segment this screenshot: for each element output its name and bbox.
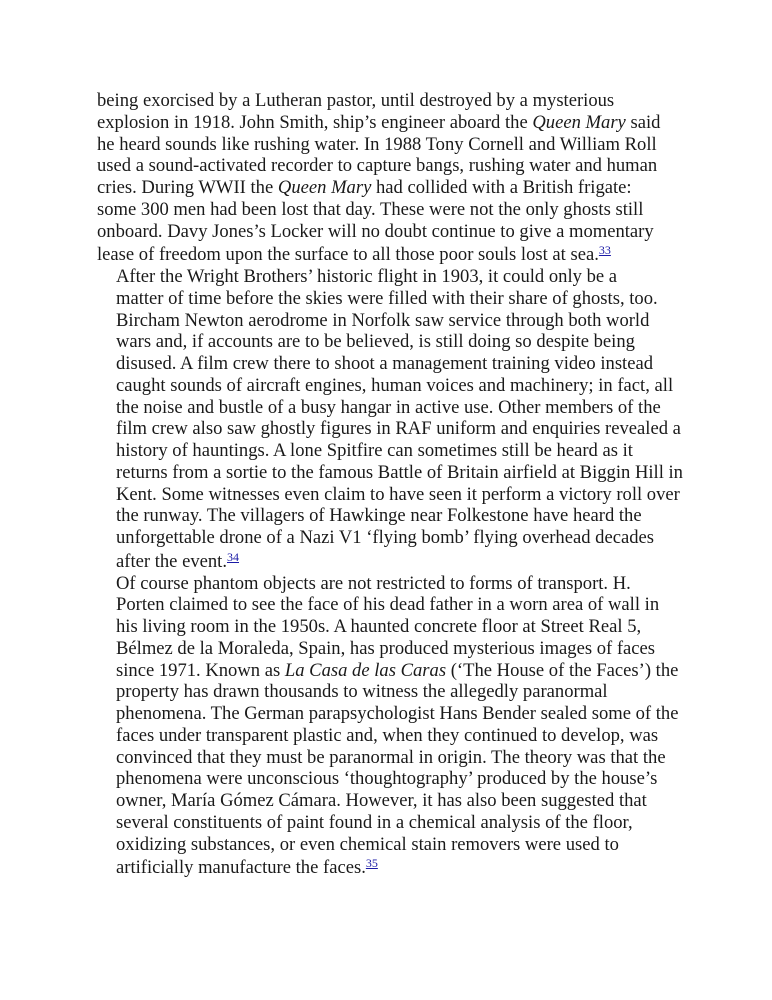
- text-line: [97, 134, 687, 156]
- text-segment: convinced that they must be paranormal in origin. The theory was that the: [116, 746, 666, 768]
- text-line: [97, 310, 687, 332]
- text-line: [97, 177, 687, 199]
- text-segment: his living room in the 1950s. A haunted concrete floor at Street Real 5,: [116, 616, 642, 637]
- text-line: [97, 353, 687, 375]
- text-line: [97, 812, 687, 834]
- text-segment: Bircham Newton aerodrome in Norfolk saw service through both world: [116, 309, 650, 331]
- text-segment: the noise and bustle of a busy hangar in active use. Other members of the: [116, 396, 661, 418]
- text-segment: Bélmez de la Moraleda, Spain, has produced mysterious images of faces: [116, 637, 656, 659]
- text-segment: disused. A film crew there to shoot a management training video instead: [116, 353, 654, 374]
- text-line: [97, 375, 687, 397]
- text-line: [97, 397, 687, 419]
- text-line: [97, 244, 687, 266]
- text-segment: film crew also saw ghostly figures in RAF uniform and enquiries revealed a: [116, 418, 681, 440]
- text-segment: property has drawn thousands to witness the allegedly paranormal: [116, 681, 608, 703]
- text-segment: oxidizing substances, or even chemical stain removers were used to: [116, 833, 619, 855]
- paragraph: [97, 90, 687, 266]
- footnote-link[interactable]: 34: [226, 549, 239, 564]
- text-segment: caught sounds of aircraft engines, human voices and machinery; in fact, all: [116, 374, 674, 396]
- text-line: [97, 725, 687, 747]
- text-segment: lease of freedom upon the surface to all those poor souls lost at sea.: [97, 244, 599, 266]
- text-segment: Of course phantom objects are not restricted to forms of transport. H.: [116, 572, 631, 594]
- text-line: [97, 331, 687, 353]
- text-line: [97, 462, 687, 484]
- italic-title: Queen Mary: [532, 111, 626, 133]
- text-line: [97, 790, 687, 812]
- paragraph: [97, 573, 687, 880]
- text-segment: Porten claimed to see the face of his dead father in a worn area of wall in: [116, 594, 660, 616]
- italic-title: La Casa de las Caras: [284, 659, 447, 681]
- text-line: [97, 834, 687, 856]
- text-line: [97, 660, 687, 682]
- text-line: [97, 288, 687, 310]
- text-segment: wars and, if accounts are to be believed, is still doing so despite being: [116, 331, 635, 353]
- text-line: [97, 681, 687, 703]
- text-segment: artificially manufacture the faces.: [116, 857, 366, 879]
- footnote-link[interactable]: 33: [598, 243, 611, 258]
- text-line: [97, 638, 687, 660]
- text-segment: (‘The House of the Faces’) the: [446, 659, 679, 681]
- text-segment: faces under transparent plastic and, when they continued to develop, was: [116, 724, 659, 746]
- text-line: [97, 505, 687, 527]
- text-segment: returns from a sortie to the famous Battle of Britain airfield at Biggin Hill in: [116, 461, 683, 483]
- italic-title: Queen Mary: [277, 177, 372, 198]
- text-line: [97, 857, 687, 879]
- text-line: [97, 573, 687, 595]
- text-segment: unforgettable drone of a Nazi V1 ‘flying bomb’ flying overhead decades: [116, 527, 655, 548]
- text-segment: After the Wright Brothers’ historic flight in 1903, it could only be a: [116, 266, 618, 287]
- text-segment: used a sound-activated recorder to capture bangs, rushing water and human: [97, 155, 658, 177]
- text-line: [97, 703, 687, 725]
- text-segment: matter of time before the skies were filled with their share of ghosts, too.: [116, 287, 658, 309]
- text-segment: phenomena were unconscious ‘thoughtography’ produced by the house’s: [116, 768, 658, 790]
- text-line: [97, 221, 687, 243]
- text-segment: had collided with a British frigate:: [371, 177, 632, 198]
- text-line: [97, 266, 687, 288]
- text-segment: since 1971. Known as: [116, 659, 285, 681]
- text-segment: owner, María Gómez Cámara. However, it has also been suggested that: [116, 790, 647, 811]
- text-segment: the runway. The villagers of Hawkinge near Folkestone have heard the: [116, 505, 642, 527]
- page-body: [97, 90, 687, 879]
- text-line: [97, 112, 687, 134]
- text-segment: history of hauntings. A lone Spitfire can sometimes still be heard as it: [116, 440, 633, 461]
- text-segment: being exorcised by a Lutheran pastor, until destroyed by a mysterious: [97, 90, 615, 111]
- text-segment: Kent. Some witnesses even claim to have seen it perform a victory roll over: [116, 483, 680, 505]
- text-line: [97, 199, 687, 221]
- text-segment: phenomena. The German parapsychologist Hans Bender sealed some of the: [116, 703, 679, 724]
- text-line: [97, 747, 687, 769]
- text-line: [97, 155, 687, 177]
- text-line: [97, 594, 687, 616]
- text-segment: some 300 men had been lost that day. These were not the only ghosts still: [97, 198, 644, 220]
- text-line: [97, 484, 687, 506]
- text-line: [97, 440, 687, 462]
- text-line: [97, 90, 687, 112]
- text-line: [97, 768, 687, 790]
- text-segment: several constituents of paint found in a chemical analysis of the floor,: [116, 811, 633, 833]
- text-line: [97, 527, 687, 549]
- text-segment: cries. During WWII the: [97, 177, 278, 198]
- text-line: [97, 418, 687, 440]
- text-segment: he heard sounds like rushing water. In 1988 Tony Cornell and William Roll: [97, 133, 657, 155]
- text-line: [97, 616, 687, 638]
- text-segment: onboard. Davy Jones’s Locker will no doubt continue to give a momentary: [97, 220, 654, 242]
- text-segment: after the event.: [116, 550, 227, 572]
- text-line: [97, 551, 687, 573]
- text-segment: said: [625, 111, 661, 133]
- footnote-link[interactable]: 35: [365, 856, 378, 871]
- text-segment: explosion in 1918. John Smith, ship’s engineer aboard the: [97, 111, 533, 133]
- paragraph: [97, 266, 687, 573]
